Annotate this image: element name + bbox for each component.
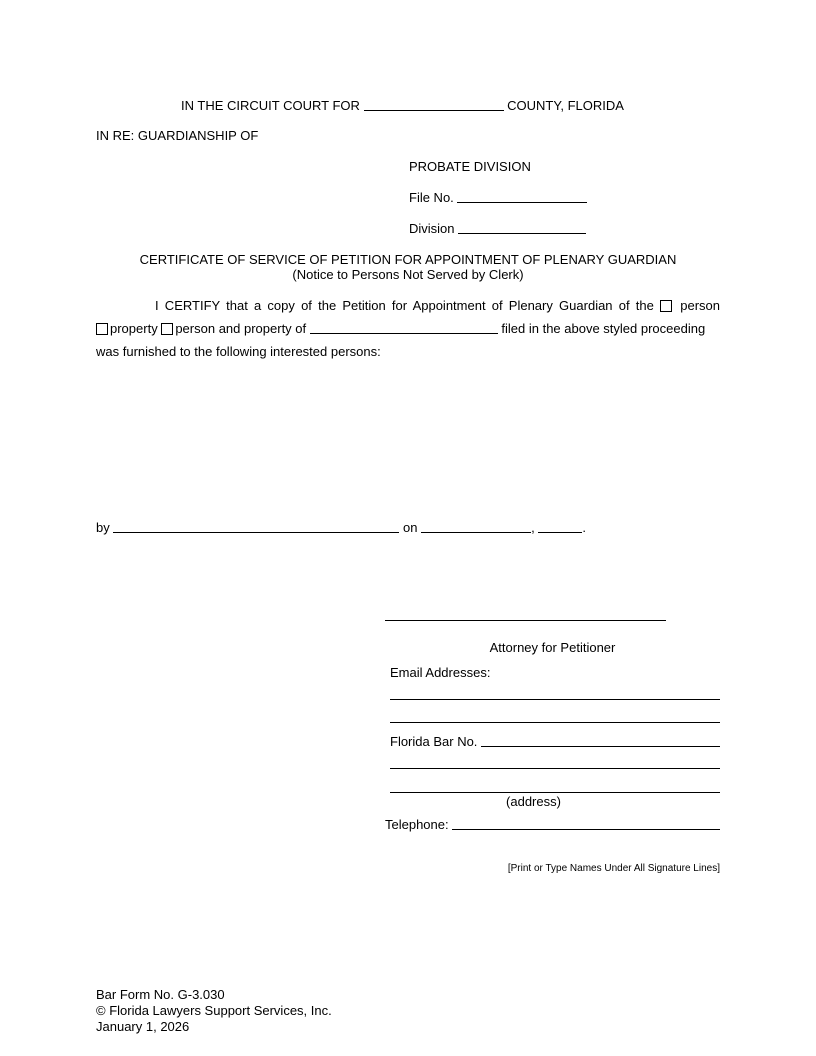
signature-line[interactable] (385, 620, 666, 621)
body-line-2 (96, 321, 705, 336)
print-note: [Print or Type Names Under All Signature Lines] (507, 863, 720, 874)
by-label: by (96, 520, 110, 535)
form-number: Bar Form No. G-3.030 (96, 987, 225, 1002)
file-no-label: File No. (409, 190, 454, 205)
bar-no-field[interactable] (481, 746, 720, 747)
body-line-3: was furnished to the following interested persons: (96, 344, 381, 359)
file-no-field[interactable] (457, 190, 587, 203)
court-header (181, 98, 624, 113)
ward-name-field[interactable] (310, 321, 498, 334)
revision-date: January 1, 2026 (96, 1019, 190, 1034)
probate-division: PROBATE DIVISION (409, 159, 531, 174)
address-line-1[interactable] (390, 768, 720, 769)
division-row (409, 221, 586, 236)
copyright: © Florida Lawyers Support Services, Inc. (96, 1003, 332, 1018)
certify-text: I CERTIFY that a copy of the Petition for Appointment of Plenary Guardian of the (155, 298, 654, 313)
service-row (96, 520, 586, 535)
court-prefix: IN THE CIRCUIT COURT FOR (181, 98, 360, 113)
service-year-field[interactable] (538, 520, 582, 533)
person-checkbox[interactable] (660, 300, 672, 312)
document-title: CERTIFICATE OF SERVICE OF PETITION FOR APPOINTMENT OF PLENARY GUARDIAN (139, 252, 677, 267)
on-label: on (402, 520, 418, 535)
address-line-2[interactable] (390, 792, 720, 793)
bar-no-row (390, 734, 477, 749)
telephone-field[interactable] (452, 829, 720, 830)
in-re-heading: IN RE: GUARDIANSHIP OF (96, 128, 259, 143)
body-line-1 (155, 298, 720, 313)
court-suffix: COUNTY, FLORIDA (507, 98, 624, 113)
bar-no-label: Florida Bar No. (390, 734, 478, 749)
person-and-property-checkbox[interactable] (161, 323, 173, 335)
attorney-label: Attorney for Petitioner (489, 640, 616, 655)
served-by-field[interactable] (113, 520, 399, 533)
filed-text: filed in the above styled proceeding (501, 321, 706, 336)
division-field[interactable] (458, 221, 586, 234)
form-footer (96, 987, 332, 1035)
person-option-label: person (680, 298, 720, 313)
county-field[interactable] (364, 98, 504, 111)
address-label: (address) (506, 794, 561, 809)
document-subtitle: (Notice to Persons Not Served by Clerk) (292, 267, 524, 282)
property-checkbox[interactable] (96, 323, 108, 335)
service-date-field[interactable] (421, 520, 531, 533)
email-line-2[interactable] (390, 722, 720, 723)
period: . (582, 520, 586, 535)
comma: , (531, 520, 535, 535)
person-and-property-label: person and property of (175, 321, 307, 336)
email-line-1[interactable] (390, 699, 720, 700)
division-label: Division (409, 221, 455, 236)
file-no-row (409, 190, 587, 205)
telephone-label: Telephone: (385, 817, 449, 832)
property-option-label: property (110, 321, 158, 336)
email-label: Email Addresses: (390, 665, 491, 680)
